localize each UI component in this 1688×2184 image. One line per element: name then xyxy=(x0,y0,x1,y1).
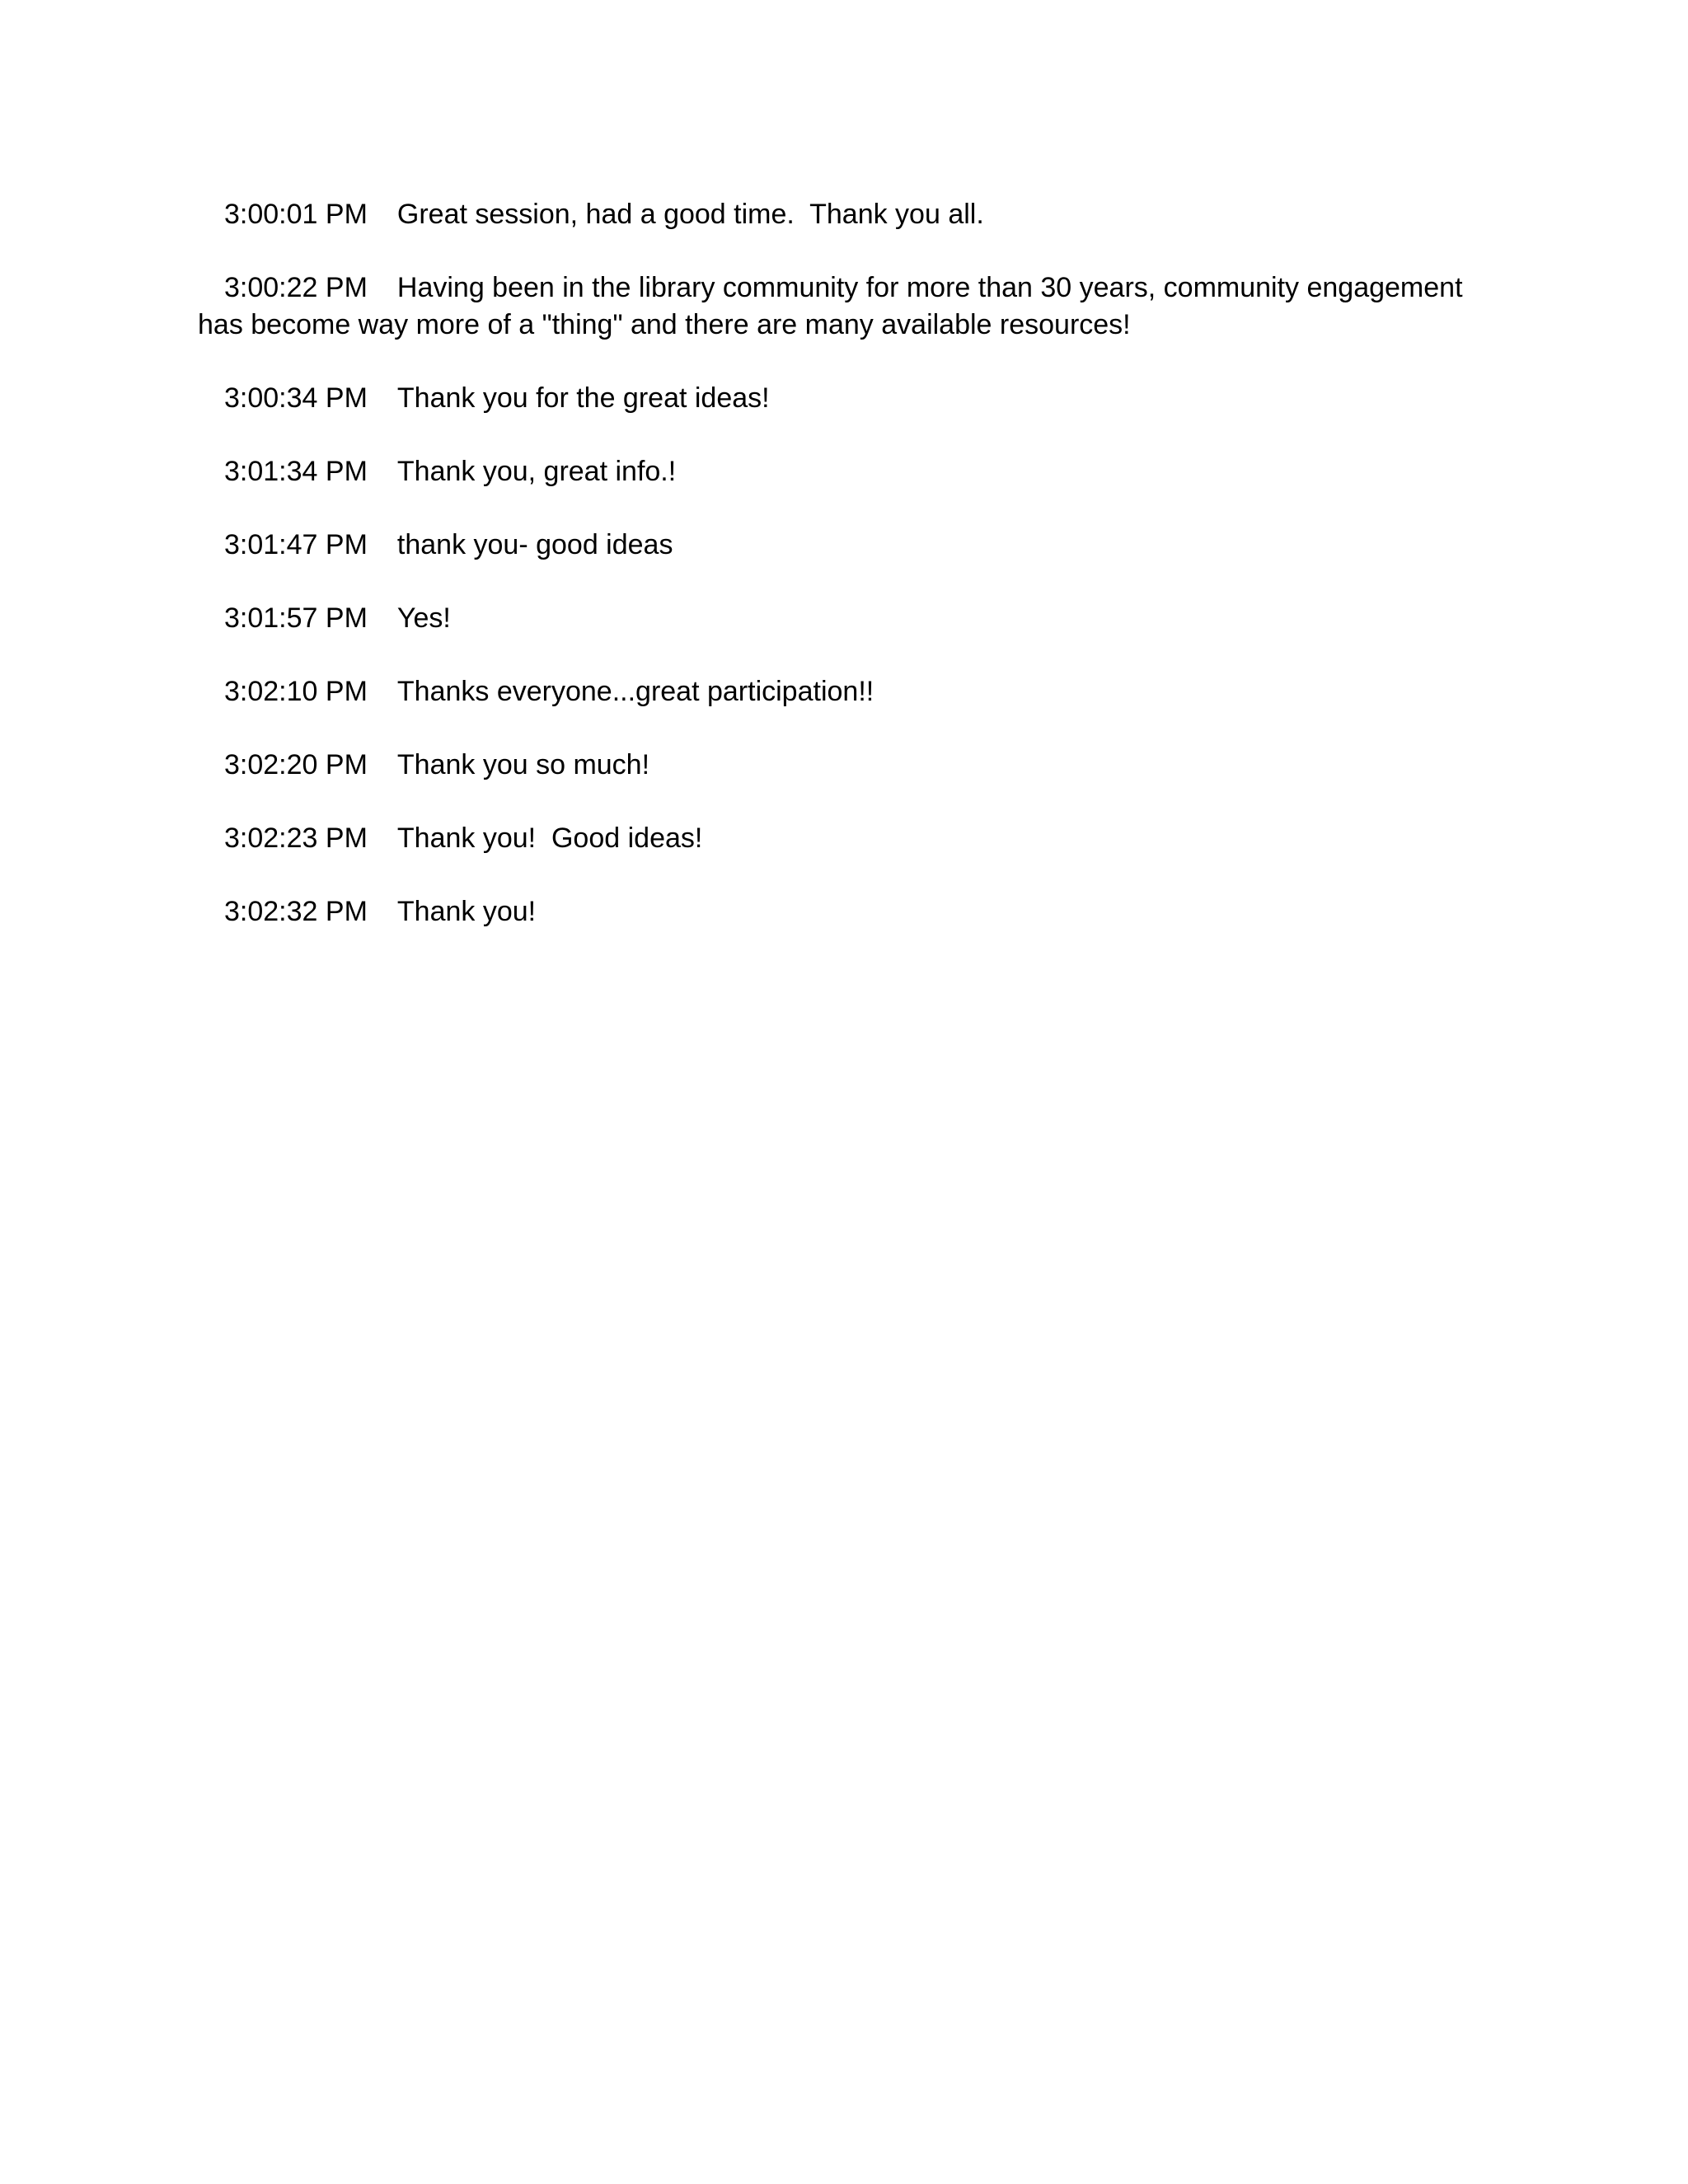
chat-message: Thank you for the great ideas! xyxy=(396,382,770,414)
chat-entry xyxy=(198,820,1484,857)
chat-entry xyxy=(198,673,1484,710)
chat-message: Great session, had a good time. Thank you all. xyxy=(396,199,984,230)
chat-message: Thank you! Good ideas! xyxy=(396,823,703,854)
chat-timestamp: 3:01:57 PM xyxy=(224,602,368,634)
chat-entry xyxy=(198,453,1484,490)
chat-entry xyxy=(198,527,1484,564)
chat-message: thank you- good ideas xyxy=(396,529,673,560)
chat-message: Thank you! xyxy=(396,896,537,927)
chat-timestamp: 3:00:22 PM xyxy=(224,272,368,303)
chat-timestamp: 3:00:01 PM xyxy=(224,199,368,230)
chat-message: Thanks everyone...great participation!! xyxy=(396,676,874,707)
chat-entry xyxy=(198,600,1484,637)
chat-entry xyxy=(198,893,1484,930)
chat-message: Yes! xyxy=(396,602,451,634)
chat-entry xyxy=(198,747,1484,784)
chat-entry xyxy=(198,196,1484,233)
chat-timestamp: 3:02:32 PM xyxy=(224,896,368,927)
chat-timestamp: 3:02:23 PM xyxy=(224,823,368,854)
chat-message: Thank you so much! xyxy=(396,749,650,780)
chat-timestamp: 3:02:10 PM xyxy=(224,676,368,707)
chat-message: Having been in the library community for more than 30 years, community engagement has become way more of a "thing" and there are many available resources! xyxy=(198,272,1470,340)
chat-timestamp: 3:01:34 PM xyxy=(224,456,368,487)
chat-timestamp: 3:00:34 PM xyxy=(224,382,368,414)
chat-entry xyxy=(198,269,1484,344)
chat-message: Thank you, great info.! xyxy=(396,456,677,487)
chat-entry xyxy=(198,380,1484,417)
chat-timestamp: 3:02:20 PM xyxy=(224,749,368,780)
chat-log xyxy=(198,196,1484,967)
chat-timestamp: 3:01:47 PM xyxy=(224,529,368,560)
